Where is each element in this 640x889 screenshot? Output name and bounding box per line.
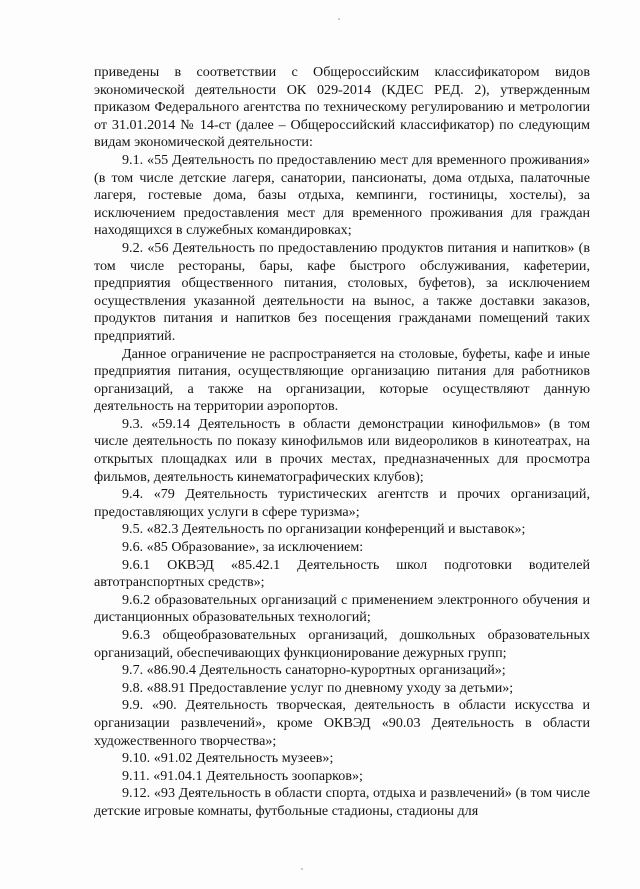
item-9-5: 9.5. «82.3 Деятельность по организации конференций и выставок»; xyxy=(122,521,526,538)
document-body xyxy=(94,64,590,821)
scan-speck xyxy=(301,868,303,870)
item-9-6-2: 9.6.2 образовательных организаций с применением электронного обучения и дистанционных образовательных технологий; xyxy=(94,591,590,626)
item-9-8: 9.8. «88.91 Предоставление услуг по дневному уходу за детьми»; xyxy=(122,679,514,696)
paragraph-restriction-note: Данное ограничение не распространяется на столовые, буфеты, кафе и иные предприятия питания, осуществляющие организацию питания для работников организаций, а также на организации, которые осуществляют данную деятельность на территории аэропортов. xyxy=(94,345,590,415)
paragraph-intro: приведены в соответствии с Общероссийским классификатором видов экономической деятельности ОК 029-2014 (КДЕС РЕД. 2), утвержденным приказом Федерального агентства по техническому регулированию и метрологии от 31.01.2014 № 14-ст (далее – Общероссийский классификатор) по следующим видам экономической деятельности: xyxy=(94,64,590,151)
item-9-3: 9.3. «59.14 Деятельность в области демонстрации кинофильмов» (в том числе деятельность по показу кинофильмов или видеороликов в кинотеатрах, на открытых площадках или в прочих местах, предназначенных для просмотра фильмов, деятельность кинематографических клубов); xyxy=(94,415,590,485)
item-9-2: 9.2. «56 Деятельность по предоставлению продуктов питания и напитков» (в том числе рестораны, бары, кафе быстрого обслуживания, кафетерии, предприятия общественного питания, столовых, буфетов), за исключением осуществления указанной деятельности на вынос, а также доставки заказов, продуктов питания и напитков без посещения гражданами помещений таких предприятий. xyxy=(94,239,590,344)
item-9-9: 9.9. «90. Деятельность творческая, деятельность в области искусства и организации развлечений», кроме ОКВЭД «90.03 Деятельность в области художественного творчества»; xyxy=(94,697,590,749)
item-9-10: 9.10. «91.02 Деятельность музеев»; xyxy=(122,750,334,767)
item-9-6-1: 9.6.1 ОКВЭД «85.42.1 Деятельность школ подготовки водителей автотранспортных средств»; xyxy=(94,556,590,591)
item-9-12: 9.12. «93 Деятельность в области спорта, отдыха и развлечений» (в том числе детские игровые комнаты, футбольные стадионы, стадионы для xyxy=(94,785,590,819)
item-9-7: 9.7. «86.90.4 Деятельность санаторно-курортных организаций»; xyxy=(122,662,506,679)
item-9-11: 9.11. «91.04.1 Деятельность зоопарков»; xyxy=(122,767,363,784)
item-9-6-3: 9.6.3 общеобразовательных организаций, дошкольных образовательных организаций, обеспечивающих функционирование дежурных групп; xyxy=(94,627,590,661)
item-9-1: 9.1. «55 Деятельность по предоставлению мест для временного проживания» (в том числе детские лагеря, санатории, пансионаты, дома отдыха, палаточные лагеря, гостевые дома, базы отдыха, кемпинги, гостиницы, хостелы), за исключением предоставления мест для временного проживания для граждан находящихся в служебных командировках; xyxy=(94,151,590,239)
scan-speck xyxy=(338,18,340,20)
item-9-4: 9.4. «79 Деятельность туристических агентств и прочих организаций, предоставляющих услуги в сфере туризма»; xyxy=(94,486,590,520)
item-9-6: 9.6. «85 Образование», за исключением: xyxy=(122,539,364,556)
